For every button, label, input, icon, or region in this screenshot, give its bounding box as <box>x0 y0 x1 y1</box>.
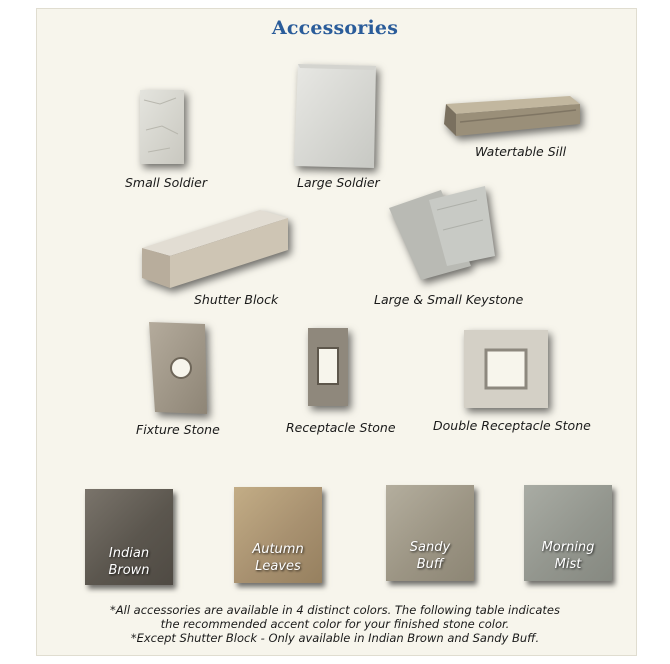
receptacle-stone-image <box>306 328 350 408</box>
watertable-sill-label: Watertable Sill <box>475 144 567 159</box>
shutter-block-image <box>140 208 292 290</box>
swatch-label-line1: Indian <box>108 546 150 561</box>
swatch-sandy-buff <box>386 485 474 581</box>
double-receptacle-stone-image <box>464 330 550 410</box>
fixture-stone-label: Fixture Stone <box>136 422 220 437</box>
fixture-stone-image <box>147 322 209 416</box>
small-soldier-label: Small Soldier <box>125 175 207 190</box>
keystone-label: Large & Small Keystone <box>374 292 524 307</box>
double-receptacle-stone-label: Double Receptacle Stone <box>433 418 591 433</box>
note-line-3: *Except Shutter Block - Only available in Indian Brown and Sandy Buff. <box>130 631 540 645</box>
swatch-morning-mist <box>524 485 612 581</box>
watertable-sill-image <box>440 94 582 140</box>
swatch-label-line1: Sandy <box>409 540 451 555</box>
page-title: Accessories <box>271 17 399 39</box>
swatch-label-line2: Mist <box>554 557 582 572</box>
note-line-1: *All accessories are available in 4 distinct colors. The following table indicates <box>110 603 560 617</box>
keystone-image <box>385 186 497 282</box>
small-soldier-image <box>140 90 186 166</box>
swatch-label-line1: Autumn <box>252 542 304 557</box>
swatch-label-line2: Buff <box>416 557 444 572</box>
note-line-2: the recommended accent color for your finished stone color. <box>160 617 510 631</box>
swatch-autumn-leaves <box>234 487 322 583</box>
receptacle-stone-label: Receptacle Stone <box>286 420 396 435</box>
swatch-label-line2: Brown <box>108 563 150 578</box>
large-soldier-image <box>294 64 378 170</box>
shutter-block-label: Shutter Block <box>194 292 279 307</box>
swatch-label-line1: Morning <box>541 540 595 555</box>
swatch-label-line2: Leaves <box>255 559 301 574</box>
large-soldier-label: Large Soldier <box>297 175 380 190</box>
swatch-indian-brown <box>85 489 173 585</box>
